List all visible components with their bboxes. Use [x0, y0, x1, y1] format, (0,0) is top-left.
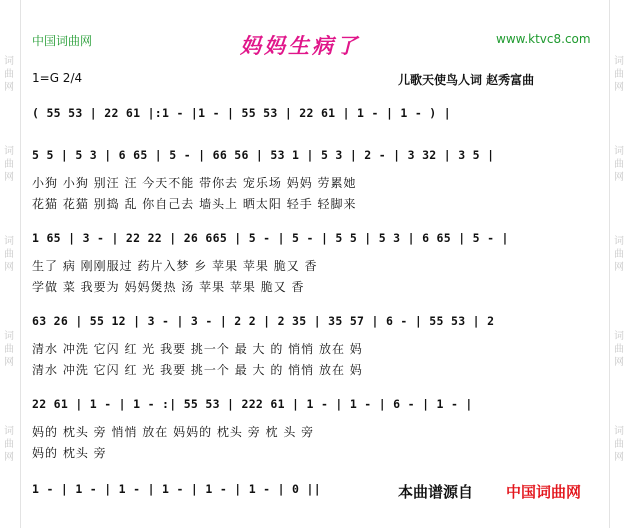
watermark-left-1: 词曲网	[4, 56, 14, 93]
watermark-left-4: 词曲网	[4, 331, 14, 368]
score-line-3-notes: 1 65 | 3 - | 22 22 | 26 665 | 5 - | 5 - | 5 5 | 5 3 | 6 65 | 5 - |	[32, 231, 509, 245]
score-line-2-notes: 5 5 | 5 3 | 6 65 | 5 - | 66 56 | 53 1 | 5 3 | 2 - | 3 32 | 3 5 |	[32, 148, 495, 162]
score-line-3-lyric-2: 学做 菜 我要为 妈妈煲热 汤 苹果 苹果 脆又 香	[32, 280, 305, 294]
score-line-4-notes: 63 26 | 55 12 | 3 - | 3 - | 2 2 | 2 35 | 35 57 | 6 - | 55 53 | 2	[32, 314, 495, 328]
source-site[interactable]: 中国词曲网	[506, 483, 582, 501]
site-url[interactable]: www.ktvc8.com	[496, 32, 591, 46]
song-title: 妈妈生病了	[240, 33, 360, 58]
score-line-5-lyric-2: 妈的 枕头 旁	[32, 446, 107, 460]
score-line-5-lyric-1: 妈的 枕头 旁 悄悄 放在 妈妈的 枕头 旁 枕 头 旁	[32, 425, 315, 439]
site-name-left[interactable]: 中国词曲网	[32, 34, 93, 48]
source-label: 本曲谱源自	[398, 483, 474, 501]
score-line-1-notes: ( 55 53 | 22 61 |:1 - |1 - | 55 53 | 22 61 | 1 - | 1 - ) |	[32, 106, 451, 120]
score-line-6-notes: 1 - | 1 - | 1 - | 1 - | 1 - | 1 - | 0 ||	[32, 482, 321, 496]
watermark-left-3: 词曲网	[4, 236, 14, 273]
watermark-right-5: 词曲网	[614, 426, 624, 463]
watermark-left-5: 词曲网	[4, 426, 14, 463]
score-line-4-lyric-1: 清水 冲洗 它闪 红 光 我要 挑一个 最 大 的 悄悄 放在 妈	[32, 342, 363, 356]
watermark-right-1: 词曲网	[614, 56, 624, 93]
score-line-3-lyric-1: 生了 病 刚刚服过 药片入梦 乡 苹果 苹果 脆又 香	[32, 259, 318, 273]
score-line-2-lyric-1: 小狗 小狗 别汪 汪 今天不能 带你去 宠乐场 妈妈 劳累她	[32, 176, 357, 190]
credits: 儿歌天使鸟人词 赵秀富曲	[398, 73, 535, 87]
score-line-4-lyric-2: 清水 冲洗 它闪 红 光 我要 挑一个 最 大 的 悄悄 放在 妈	[32, 363, 363, 377]
watermark-right-4: 词曲网	[614, 331, 624, 368]
watermark-right-3: 词曲网	[614, 236, 624, 273]
watermark-right-2: 词曲网	[614, 146, 624, 183]
watermark-left-2: 词曲网	[4, 146, 14, 183]
key-signature: 1=G 2/4	[32, 71, 83, 85]
score-line-2-lyric-2: 花猫 花猫 别捣 乱 你自己去 墙头上 晒太阳 轻手 轻脚来	[32, 197, 357, 211]
score-line-5-notes: 22 61 | 1 - | 1 - :| 55 53 | 222 61 | 1 - | 1 - | 6 - | 1 - |	[32, 397, 473, 411]
